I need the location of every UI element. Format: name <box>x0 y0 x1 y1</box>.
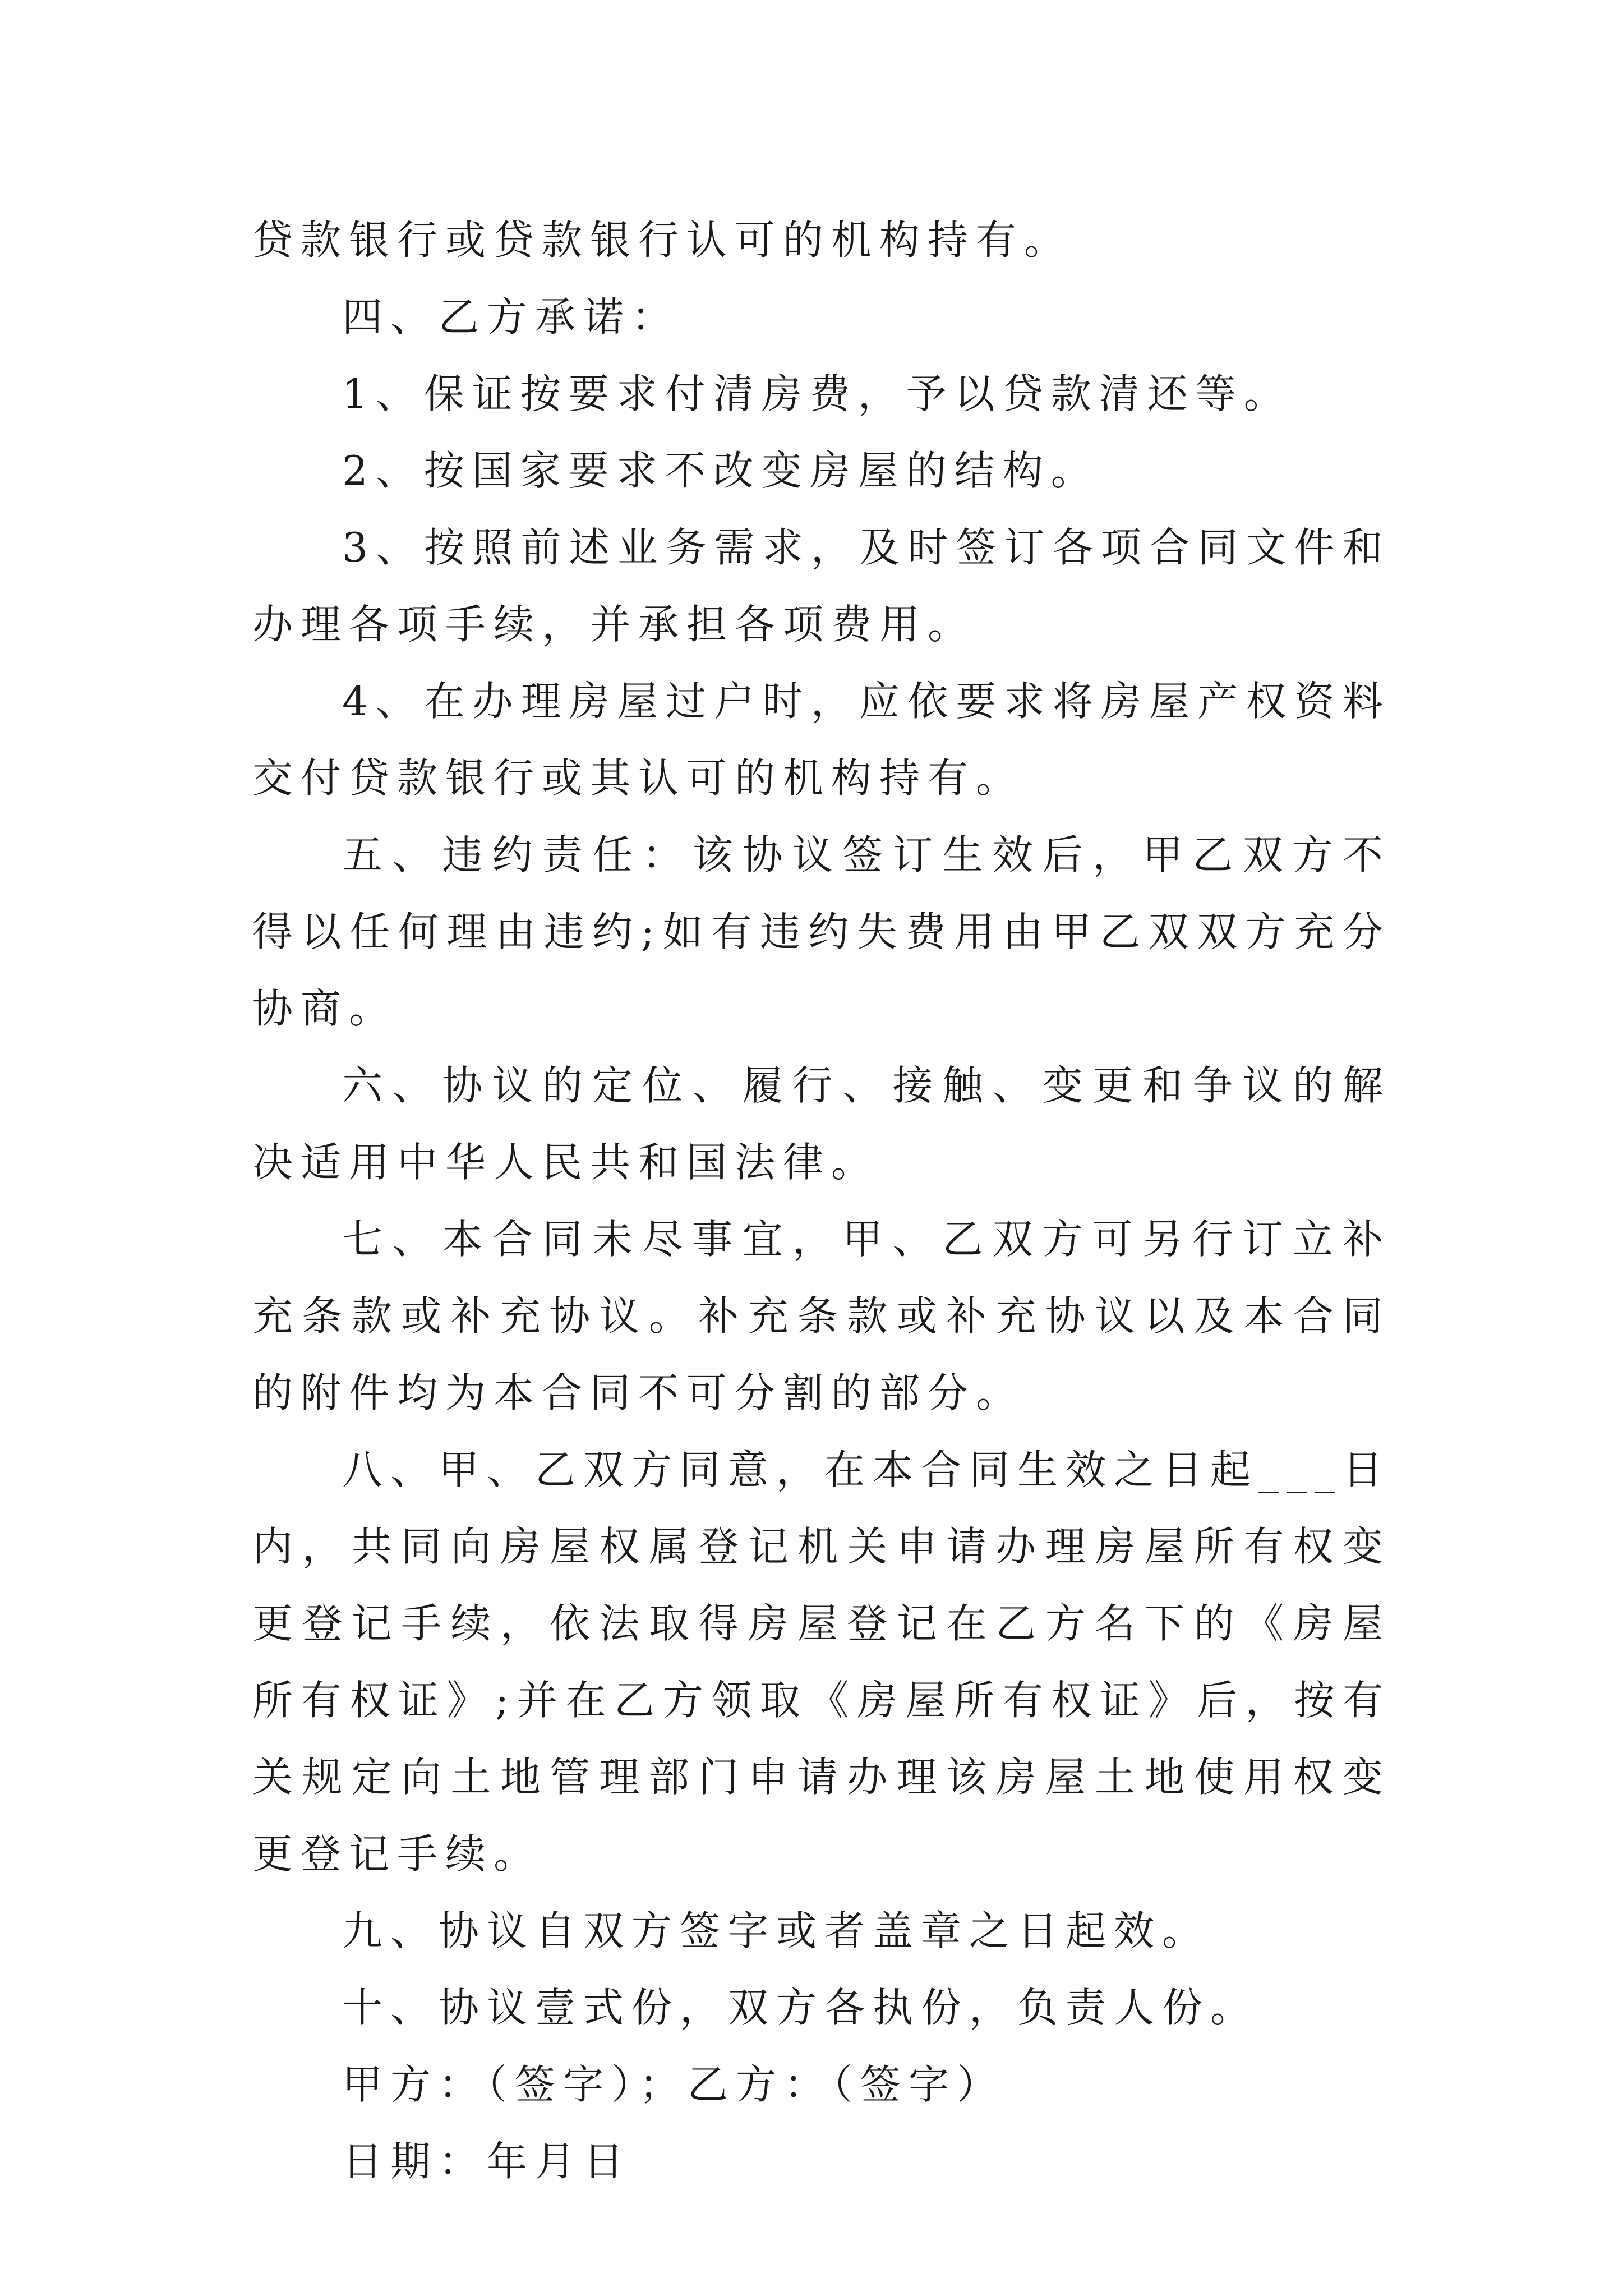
date-line: 日期：年月日 <box>342 2138 632 2185</box>
clause-ownership-registration: 八、甲、乙双方同意，在本合同生效之日起___日内，共同向房屋权属登记机关申请办理房屋所有权变更登记手续，依法取得房屋登记在乙方名下的《房屋所有权证》;并在乙方领取《房屋所有权证》后，按有关规定向土地管理部门申请办理该房屋土地使用权变更登记手续。 <box>252 1446 1391 1878</box>
section-heading-party-b-commitments: 四、乙方承诺： <box>342 293 680 341</box>
commitment-item-3: 3、按照前述业务需求，及时签订各项合同文件和办理各项手续，并承担各项费用。 <box>252 524 1391 648</box>
commitment-item-1: 1、保证按要求付清房费，予以贷款清还等。 <box>342 370 1292 417</box>
commitment-item-4: 4、在办理房屋过户时，应依要求将房屋产权资料交付贷款银行或其认可的机构持有。 <box>252 678 1391 802</box>
paragraph-continuation: 贷款银行或贷款银行认可的机构持有。 <box>252 217 1073 264</box>
document-body <box>252 202 1391 2200</box>
commitment-item-2: 2、按国家要求不改变房屋的结构。 <box>342 447 1099 494</box>
clause-supplementary-agreement: 七、本合同未尽事宜，甲、乙双方可另行订立补充条款或补充协议。补充条款或补充协议以及本合同的附件均为本合同不可分割的部分。 <box>252 1216 1391 1416</box>
clause-governing-law: 六、协议的定位、履行、接触、变更和争议的解决适用中华人民共和国法律。 <box>252 1062 1391 1186</box>
signature-line: 甲方：（签字）；乙方：（签字） <box>342 2061 1006 2108</box>
clause-effective-date: 九、协议自双方签字或者盖章之日起效。 <box>342 1907 1211 1954</box>
clause-copies: 十、协议壹式份，双方各执份，负责人份。 <box>342 1984 1259 2031</box>
clause-breach-liability: 五、违约责任：该协议签订生效后，甲乙双方不得以任何理由违约;如有违约失费用由甲乙双双方充分协商。 <box>252 831 1391 1032</box>
